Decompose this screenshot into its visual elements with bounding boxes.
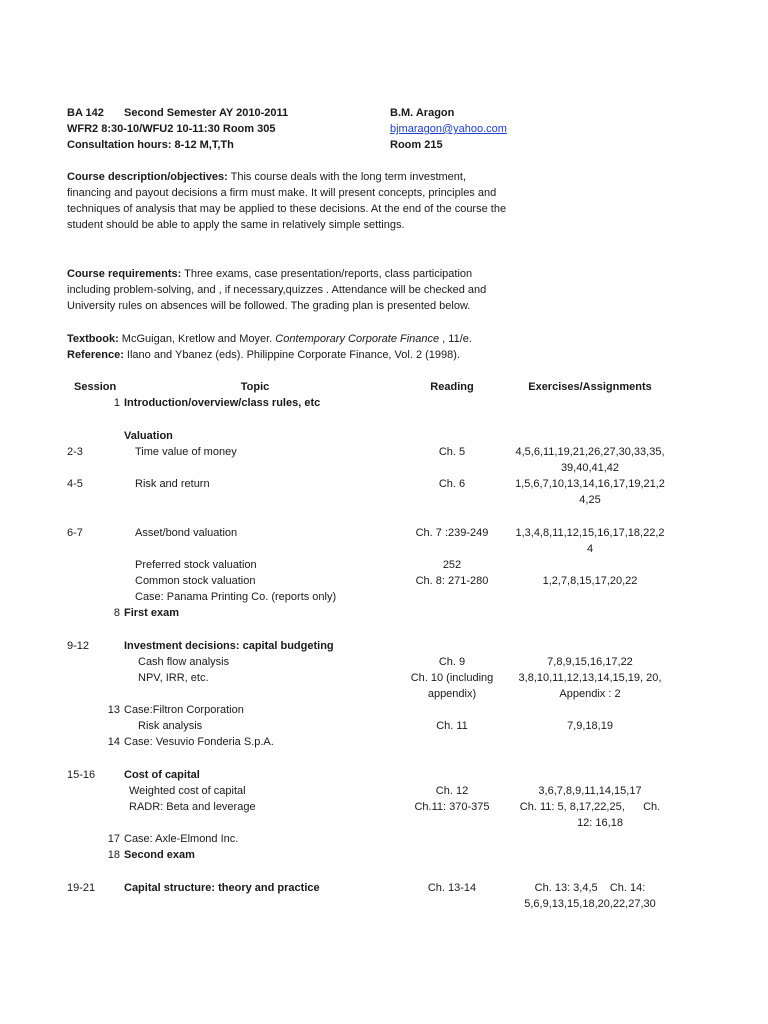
topic-cell: Time value of money (135, 446, 237, 458)
reading-cell: Ch. 5 (438, 446, 466, 458)
instructor-email-link[interactable]: bjmaragon@yahoo.com (390, 123, 507, 135)
topic-cell: Cash flow analysis (138, 656, 230, 668)
session-cell: 13 (107, 704, 120, 716)
topic-cell: Asset/bond valuation (135, 527, 238, 539)
instructor-name: B.M. Aragon (390, 107, 455, 119)
session-cell: 19-21 (67, 882, 96, 894)
reading-cell: appendix) (427, 688, 477, 700)
session-cell: 4-5 (67, 478, 83, 490)
textbook-authors: McGuigan, Kretlow and Moyer. (118, 333, 276, 345)
reading-cell: Ch. 11 (436, 720, 468, 732)
exercises-cell: 1,5,6,7,10,13,14,16,17,19,21,2 (515, 478, 665, 490)
section-heading: Valuation (124, 430, 173, 442)
session-cell: 17 (107, 833, 120, 845)
textbook-title: Contemporary Corporate Finance (275, 333, 440, 345)
header-session: Session (74, 381, 117, 393)
header-reading: Reading (430, 381, 474, 393)
reading-cell: Ch. 8: 271-280 (415, 575, 489, 587)
exercises-cell: Ch. 11: 5, 8,17,22,25, Ch. (519, 801, 661, 813)
class-schedule: WFR2 8:30-10/WFU2 10-11:30 Room 305 (67, 123, 276, 135)
session-cell: 18 (107, 849, 120, 861)
session-cell: 9-12 (67, 640, 90, 652)
course-code: BA 142 (67, 107, 104, 119)
topic-cell: Case:Filtron Corporation (124, 704, 244, 716)
topic-cell: Case: Vesuvio Fonderia S.p.A. (124, 736, 274, 748)
topic-cell: Risk and return (135, 478, 210, 490)
reference-text: Ilano and Ybanez (eds). Philippine Corporate Finance, Vol. 2 (1998). (123, 349, 460, 361)
topic-cell: Case: Panama Printing Co. (reports only) (135, 591, 337, 603)
exercises-cell: 12: 16,18 (577, 817, 623, 829)
reading-cell: Ch. 6 (438, 478, 466, 490)
exercises-cell: 4 (586, 543, 594, 555)
session-cell: 2-3 (67, 446, 83, 458)
session-cell: 15-16 (67, 769, 96, 781)
exercises-cell: 7,8,9,15,16,17,22 (547, 656, 633, 668)
session-cell: 1 (113, 397, 120, 409)
exercises-cell: 4,5,6,11,19,21,26,27,30,33,35, (515, 446, 665, 458)
topic-cell: Case: Axle-Elmond Inc. (124, 833, 239, 845)
header-topic: Topic (240, 381, 270, 393)
exercises-cell: 5,6,9,13,15,18,20,22,27,30 (524, 898, 656, 910)
topic-cell: Risk analysis (138, 720, 203, 732)
topic-cell: Weighted cost of capital (129, 785, 246, 797)
course-requirements (67, 266, 507, 314)
exercises-cell: 4,25 (579, 494, 601, 506)
topic-cell: NPV, IRR, etc. (138, 672, 209, 684)
reading-cell: Ch. 13-14 (427, 882, 477, 894)
section-heading: Investment decisions: capital budgeting (124, 640, 334, 652)
reference-label: Reference: (67, 349, 124, 361)
session-cell: 14 (107, 736, 120, 748)
exercises-cell: Ch. 13: 3,4,5 Ch. 14: (534, 882, 646, 894)
textbook-label: Textbook: (67, 333, 119, 345)
course-description-text: This course deals with the long term investment, financing and payout decisions a firm must make. It will present concepts, principles and techniques of analysis that may be applied to these decisions. At the end of the course the student should be able to apply the same in relatively simple settings. (67, 171, 507, 231)
reading-cell: Ch. 9 (438, 656, 466, 668)
semester: Second Semester AY 2010-2011 (124, 107, 289, 119)
consultation-hours: Consultation hours: 8-12 M,T,Th (67, 139, 234, 151)
topic-cell: Preferred stock valuation (135, 559, 257, 571)
exercises-cell: Appendix : 2 (559, 688, 621, 700)
textbook-line (67, 331, 472, 347)
session-cell: 8 (113, 607, 120, 619)
course-description-label: Course description/objectives: (67, 171, 228, 183)
topic-cell: RADR: Beta and leverage (129, 801, 256, 813)
topic-cell: Common stock valuation (135, 575, 256, 587)
topic-cell: Introduction/overview/class rules, etc (124, 397, 321, 409)
exercises-cell: 1,2,7,8,15,17,20,22 (542, 575, 638, 587)
exercises-cell: 39,40,41,42 (560, 462, 620, 474)
section-heading: Cost of capital (124, 769, 200, 781)
session-cell: 6-7 (67, 527, 83, 539)
exercises-cell: 3,6,7,8,9,11,14,15,17 (538, 785, 642, 797)
topic-cell: First exam (124, 607, 180, 619)
course-description (67, 169, 507, 233)
reference-line (67, 347, 460, 363)
instructor-room: Room 215 (390, 139, 443, 151)
header-exercises: Exercises/Assignments (528, 381, 652, 393)
reading-cell: Ch.11: 370-375 (414, 801, 490, 813)
reading-cell: 252 (442, 559, 462, 571)
reading-cell: Ch. 10 (including (410, 672, 494, 684)
section-heading: Capital structure: theory and practice (124, 882, 320, 894)
course-requirements-label: Course requirements: (67, 268, 182, 280)
topic-cell: Second exam (124, 849, 195, 861)
exercises-cell: 1,3,4,8,11,12,15,16,17,18,22,2 (515, 527, 665, 539)
reading-cell: Ch. 7 :239-249 (415, 527, 489, 539)
exercises-cell: 3,8,10,11,12,13,14,15,19, 20, (518, 672, 662, 684)
course-requirements-text: Three exams, case presentation/reports, class participation including problem-solving, and , if necessary,quizzes . Attendance will be checked and University rules on absences will be followed. The grading plan is presented below. (67, 268, 487, 312)
reading-cell: Ch. 12 (435, 785, 469, 797)
exercises-cell: 7,9,18,19 (567, 720, 613, 732)
textbook-edition: , 11/e. (439, 333, 472, 345)
